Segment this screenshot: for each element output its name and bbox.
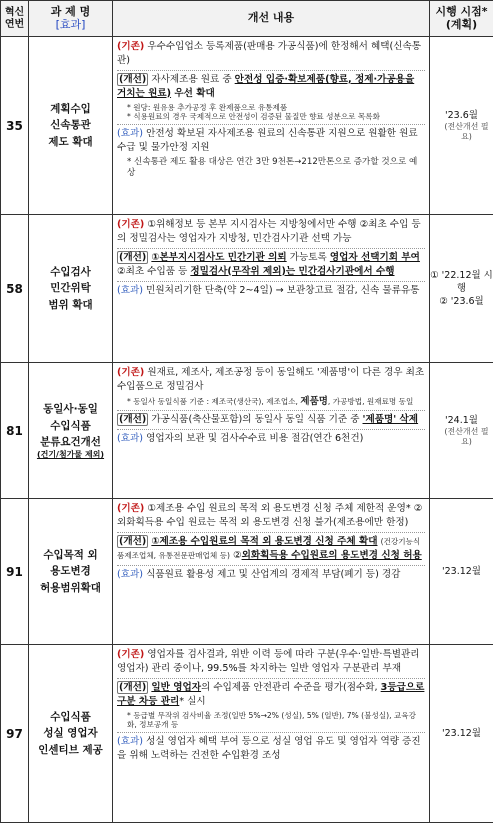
divider	[117, 124, 425, 125]
row-title	[29, 215, 113, 363]
improve-tag: (개선)	[119, 681, 147, 693]
title-line: 동일사·동일	[43, 403, 98, 416]
header-id-text: 혁신 연번	[4, 7, 25, 30]
before-tag: (기존)	[117, 41, 145, 52]
note-text: * 동일사 동일식품 기준 : 제조국(생산국), 제조업소,	[127, 396, 301, 406]
title-line: 수입식품	[50, 711, 91, 724]
row-timing	[430, 499, 493, 645]
timing-value: ② '23.6월	[439, 296, 484, 308]
header-content-text: 개선 내용	[247, 11, 295, 25]
divider	[117, 281, 425, 282]
row-timing	[430, 37, 493, 215]
table-row	[1, 363, 493, 499]
timing-note: (전산개선 필요)	[444, 427, 489, 447]
row-id: 35	[1, 37, 29, 215]
improve-highlight: 외화획득용 수입원료의 용도변경 신청 허용	[241, 549, 422, 561]
effect-text: 성실 영업자 혜택 부여 등으로 성실 영업 유도 및 영업자 역량 증진을 위해 노력하는 건전한 수입환경 조성	[117, 736, 421, 762]
improve-highlight: 영업자 선택기회 부여	[329, 251, 420, 263]
before-tag: (기존)	[117, 649, 145, 660]
improve-block	[117, 251, 425, 279]
table-row	[1, 37, 493, 215]
title-small: (건기/첨가물 제외)	[36, 450, 105, 460]
effect-tag: (효과)	[117, 284, 144, 296]
title-line: 계획수입	[50, 103, 91, 116]
header-title	[29, 1, 113, 37]
improve-tag: (개선)	[119, 535, 147, 547]
before-block	[117, 366, 425, 394]
divider	[117, 565, 425, 566]
row-title	[29, 499, 113, 645]
title-line: 수입검사	[50, 266, 91, 279]
effect-tag: (효과)	[117, 736, 144, 748]
row-title	[29, 363, 113, 499]
header-timing-sub: (계획)	[445, 17, 478, 31]
row-title	[29, 37, 113, 215]
improve-text: ②	[229, 549, 242, 561]
row-id: 97	[1, 645, 29, 823]
row-id: 91	[1, 499, 29, 645]
before-text: 우수수입업소 등록제품(판매용 가공식품)에 한정해서 혜택(신속통관)	[117, 41, 422, 66]
title-line: 허용범위확대	[40, 581, 101, 594]
row-content	[113, 215, 430, 363]
row-content	[113, 499, 430, 645]
effect-block	[117, 127, 425, 155]
improve-tag: (개선)	[119, 73, 147, 85]
before-text: ①위해정보 등 본부 지시검사는 지방청에서만 수행 ②최초 수입 등의 정밀검사는 영업자가 지방청, 민간검사기관 선택 가능	[117, 219, 421, 244]
title-line: 민간위탁	[50, 282, 91, 295]
before-block	[117, 648, 425, 676]
before-text: 영업자를 검사결과, 위반 이력 등에 따라 구분(우수·일반·특별관리영업자) 관리 중이나, 99.5%를 차지하는 일반 영업자 구분관리 부재	[117, 649, 420, 674]
improve-block	[117, 73, 425, 101]
row-content	[113, 363, 430, 499]
timing-value: '23.12월	[442, 565, 481, 577]
title-line: 수입식품	[50, 419, 91, 432]
timing-value: ① '22.12월 시행	[430, 269, 493, 294]
improve-block	[117, 535, 425, 563]
improve-highlight: 3등급으로 구분 차등 관리	[117, 681, 425, 707]
row-id: 81	[1, 363, 29, 499]
timing-note: (전산개선 필요)	[444, 122, 489, 142]
divider	[117, 678, 425, 679]
note-highlight: 제품명	[300, 395, 328, 407]
improve-text: 자사제조용 원료 중	[151, 73, 235, 85]
header-timing	[430, 1, 493, 37]
improve-note: (건강기능식품제조업체, 유통전문판매업체 등)	[117, 536, 421, 560]
improve-text: ②최초 수입품 등	[117, 265, 191, 277]
effect-text: 영업자의 보관 및 검사수수료 비용 절감(연간 6천건)	[146, 433, 364, 445]
before-tag: (기존)	[117, 503, 145, 514]
header-timing-text: 시행 시점*	[435, 4, 488, 18]
improve-highlight: 일반 영업자	[151, 681, 202, 693]
table-row	[1, 215, 493, 363]
improve-text: 의 수입제품 안전관리 수준을 평가(점수화,	[201, 681, 381, 693]
row-timing	[430, 645, 493, 823]
effect-block	[117, 735, 425, 763]
title-line: 용도변경	[50, 565, 91, 578]
effect-block	[117, 432, 425, 446]
effect-tag: (효과)	[117, 568, 144, 580]
effect-text: 안전성 확보된 자사제조용 원료의 신속통관 지원으로 원활한 원료 수급 및 물가안정 지원	[117, 128, 418, 154]
title-line: 범위 확대	[48, 298, 93, 311]
row-content	[113, 37, 430, 215]
before-block	[117, 502, 425, 530]
table-row	[1, 499, 493, 645]
divider	[117, 410, 425, 411]
row-timing	[430, 363, 493, 499]
effect-tag: (효과)	[117, 433, 144, 445]
improve-block	[117, 413, 425, 427]
divider	[117, 248, 425, 249]
title-line: 신속통관	[50, 119, 91, 132]
row-title	[29, 645, 113, 823]
improve-highlight: ①제조용 수입원료의 목적 외 용도변경 신청 주체 확대	[151, 535, 378, 547]
title-line: 인센티브 제공	[38, 743, 103, 756]
effect-text: 민원처리기한 단축(약 2~4일) → 보관창고료 절감, 신속 물류유통	[146, 284, 420, 296]
improve-tag: (개선)	[119, 251, 147, 263]
improve-text-post: 우선 확대	[171, 87, 215, 99]
effect-block	[117, 284, 425, 298]
improve-block	[117, 681, 425, 709]
header-title-sub: [효과]	[55, 17, 86, 31]
improve-text: 가능토록	[286, 251, 330, 263]
improve-highlight: 안전성 입증·확보제품(향료, 정제·가공용을 거치는 원료)	[117, 73, 415, 99]
before-block	[117, 218, 425, 246]
before-text: ①제조용 수입 원료의 목적 외 용도변경 신청 주체 제한적 운영* ②외화획득용 수입 원료는 목적 외 용도변경 신청 불가(제조용에만 한정)	[117, 503, 423, 528]
timing-value: '24.1월	[445, 414, 478, 426]
timing-value: '23.12월	[442, 727, 481, 739]
table-row	[1, 645, 493, 823]
improve-note: * 등급별 무작위 검사비율 조정(일반 5%→2% (성실), 5% (일반), 7% (불성실), 교육강화, 정보공개 등	[127, 710, 416, 730]
title-line: 분류요건개선	[40, 435, 101, 448]
improve-note: * 원당: 원유용 추가공정 후 완제품으로 유통제품	[127, 102, 288, 112]
improve-highlight: ①본부지시검사도 민간기관 의뢰	[151, 251, 287, 263]
before-note	[117, 396, 425, 408]
divider	[117, 532, 425, 533]
note-text: , 가공방법, 원재료명 동일	[327, 396, 414, 406]
effect-block	[117, 568, 425, 582]
title-line: 수입목적 외	[43, 549, 98, 562]
timing-value: '23.6월	[445, 109, 478, 121]
title-line: 제도 확대	[48, 135, 93, 148]
divider	[117, 732, 425, 733]
header-content	[113, 1, 430, 37]
improve-tag: (개선)	[119, 414, 147, 426]
effect-note: * 신속통관 제도 활용 대상은 연간 3만 9천톤→212만톤으로 증가할 것으로 예상	[127, 157, 418, 179]
header-title-text: 과 제 명	[50, 4, 91, 18]
header-id	[1, 1, 29, 37]
before-tag: (기존)	[117, 219, 145, 230]
before-block	[117, 40, 425, 68]
improve-text: 가공식품(축산물포함)의 동일사 동일 식품 기준 중	[151, 414, 363, 426]
before-tag: (기존)	[117, 367, 145, 378]
row-id: 58	[1, 215, 29, 363]
improve-text: * 실시	[179, 695, 206, 707]
row-content	[113, 645, 430, 823]
improve-highlight: 정밀검사(무작위 제외)는 민간검사기관에서 수행	[190, 265, 395, 277]
effect-text: 식품원료 활용성 제고 및 산업계의 경제적 부담(폐기 등) 경감	[146, 568, 401, 580]
improve-highlight: '제품명' 삭제	[362, 414, 419, 426]
title-line: 성실 영업자	[43, 727, 98, 740]
before-text: 원재료, 제조사, 제조공정 등이 동일해도 '제품명'이 다른 경우 최초 수입품으로 정밀검사	[117, 367, 425, 392]
effect-tag: (효과)	[117, 128, 144, 140]
divider	[117, 429, 425, 430]
divider	[117, 70, 425, 71]
row-timing	[430, 215, 493, 363]
improve-note: * 식용원료의 경우 국제적으로 안전성이 검증된 물질만 향료 성분으로 목록화	[127, 112, 380, 122]
